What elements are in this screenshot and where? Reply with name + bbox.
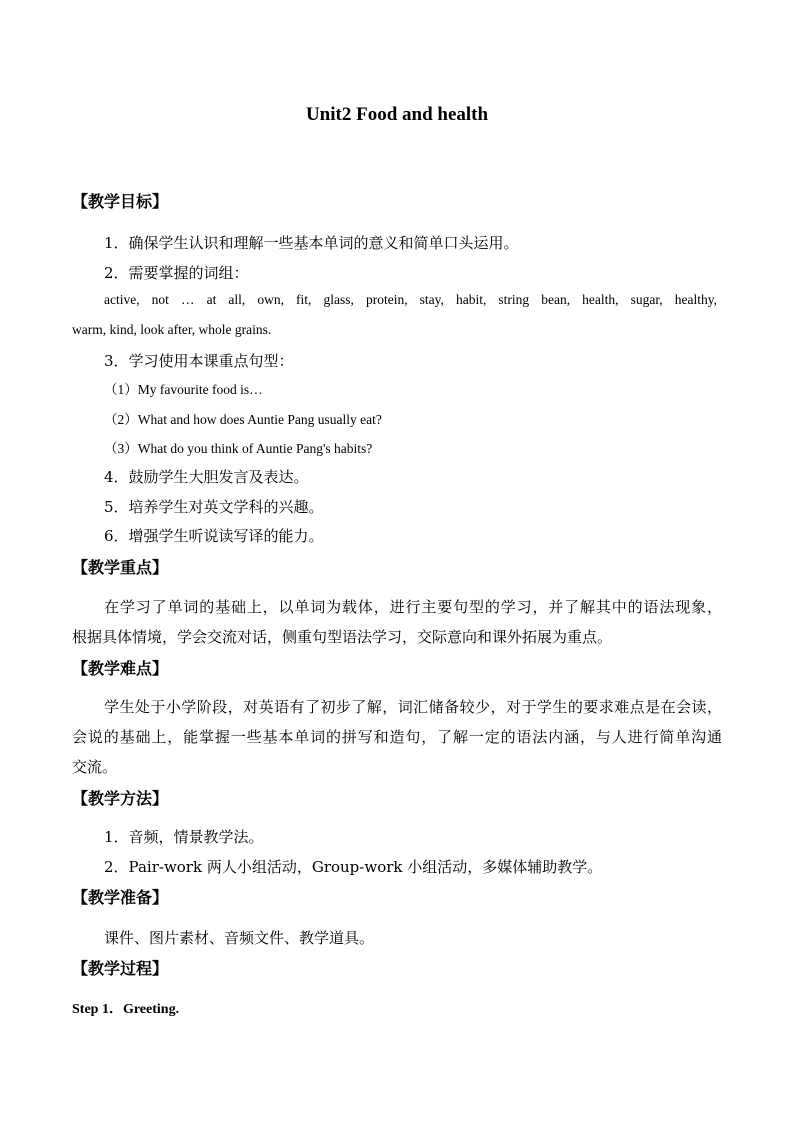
key-sentence-3: （3）What do you think of Auntie Pang's habits? — [104, 441, 373, 456]
objective-item-4: 4．鼓励学生大胆发言及表达。 — [104, 468, 309, 486]
section-heading-preparation: 【教学准备】 — [72, 888, 169, 907]
section-heading-process: 【教学过程】 — [72, 959, 169, 978]
key-points-line-2: 根据具体情境，学会交流对话，侧重句型语法学习，交际意向和课外拓展为重点。 — [72, 628, 613, 646]
vocab-line-2: warm, kind, look after, whole grains. — [72, 322, 272, 337]
objective-item-2: 2．需要掌握的词组： — [104, 264, 249, 282]
objective-item-1: 1．确保学生认识和理解一些基本单词的意义和简单口头运用。 — [104, 234, 519, 252]
section-heading-objectives: 【教学目标】 — [72, 192, 169, 211]
page-title: Unit2 Food and health — [305, 104, 489, 125]
difficulties-line-1: 学生处于小学阶段，对英语有了初步了解，词汇储备较少，对于学生的要求难点是在会读， — [104, 698, 722, 716]
method-item-1: 1．音频，情景教学法。 — [104, 828, 264, 846]
objective-item-5: 5．培养学生对英文学科的兴趣。 — [104, 498, 324, 516]
section-heading-methods: 【教学方法】 — [72, 789, 169, 808]
objective-item-3: 3．学习使用本课重点句型： — [104, 352, 294, 370]
section-heading-difficulties: 【教学难点】 — [72, 659, 169, 678]
key-sentence-2: （2）What and how does Auntie Pang usually eat? — [104, 412, 382, 427]
vocab-line-1: active, not … at all, own, fit, glass, protein, stay, habit, string bean, health, sugar, healthy, — [104, 292, 717, 307]
key-sentence-1: （1）My favourite food is… — [104, 382, 263, 397]
difficulties-line-2: 会说的基础上，能掌握一些基本单词的拼写和造句，了解一定的语法内涵，与人进行简单沟通 — [72, 728, 722, 746]
objective-item-6: 6．增强学生听说读写译的能力。 — [104, 527, 324, 545]
difficulties-line-3: 交流。 — [72, 758, 118, 776]
preparation-line-1: 课件、图片素材、音频文件、教学道具。 — [104, 929, 375, 947]
process-step-1: Step 1．Greeting. — [72, 1002, 180, 1017]
method-item-2: 2．Pair-work 两人小组活动，Group-work 小组活动，多媒体辅助教学。 — [104, 858, 603, 876]
section-heading-key-points: 【教学重点】 — [72, 558, 169, 577]
key-points-line-1: 在学习了单词的基础上，以单词为载体，进行主要句型的学习，并了解其中的语法现象， — [104, 598, 722, 616]
